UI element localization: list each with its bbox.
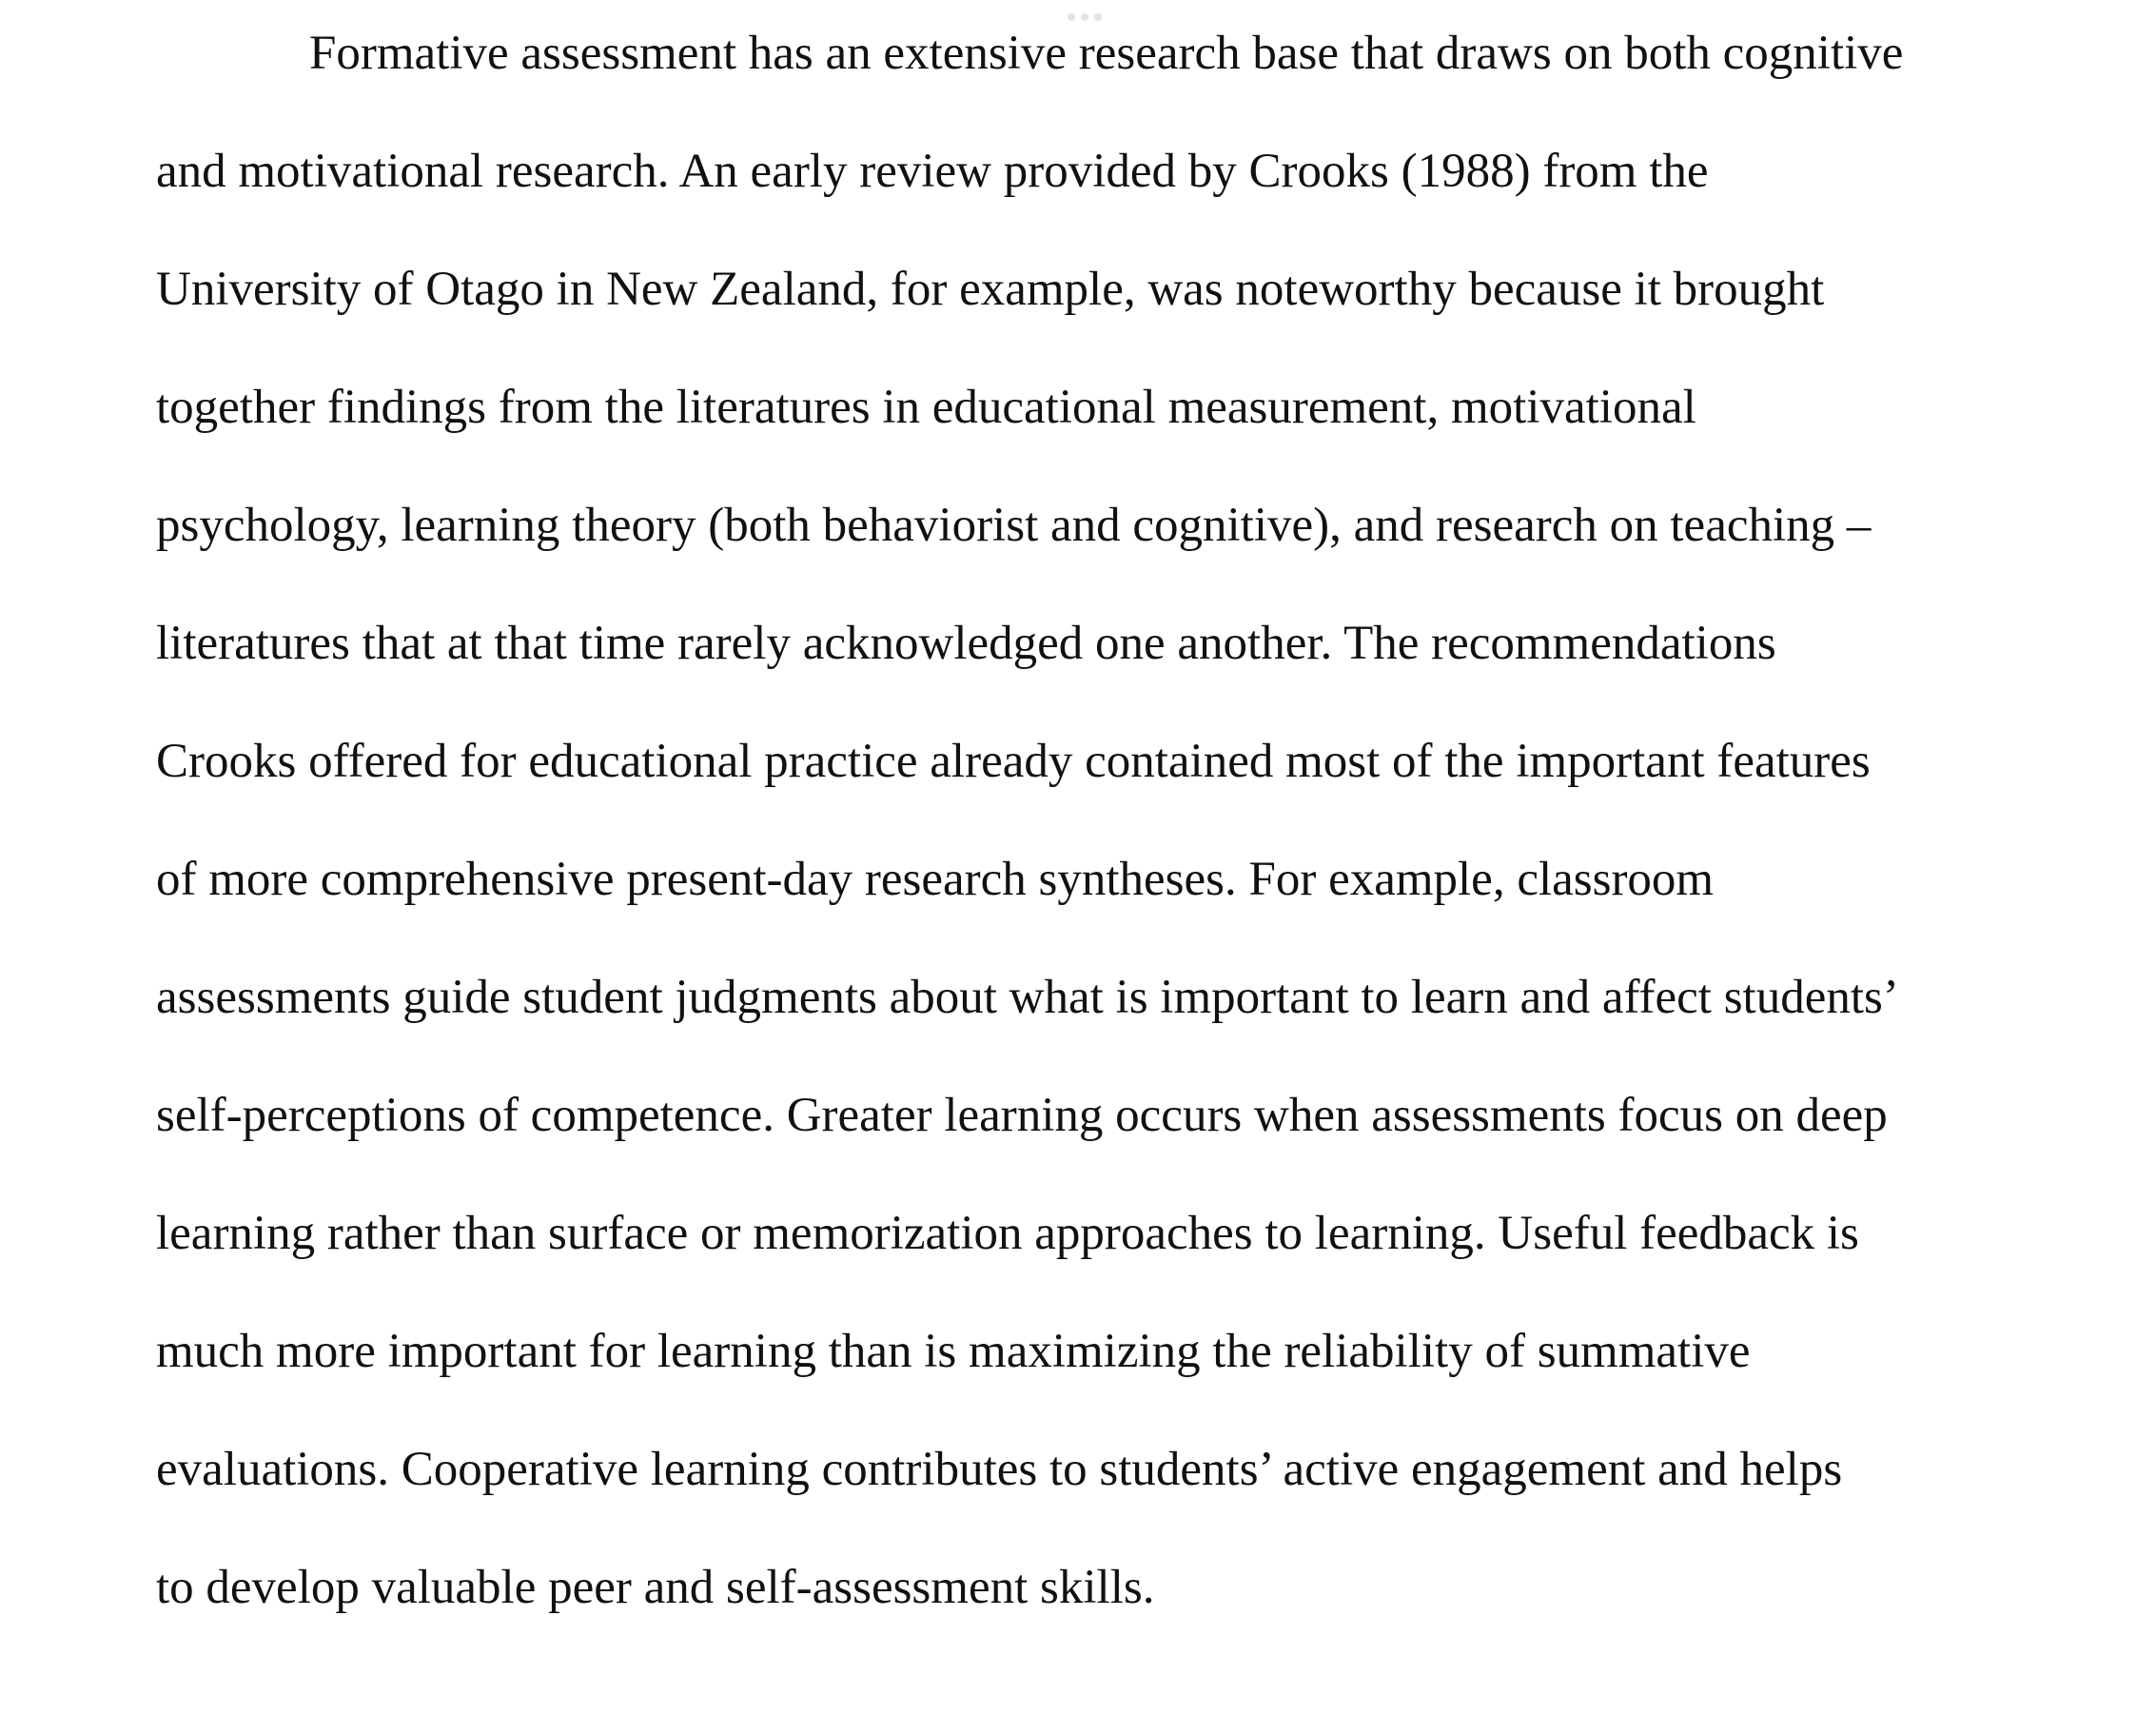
paragraph-line: Formative assessment has an extensive research base that draws on both cognitive	[309, 27, 1904, 80]
paragraph-line: together findings from the literatures in educational measurement, motivational	[156, 381, 1696, 434]
paragraph-line: literatures that at that time rarely acknowledged one another. The recommendations	[156, 617, 1776, 670]
paragraph-line: Crooks offered for educational practice already contained most of the important features	[156, 735, 1871, 788]
paragraph-line: evaluations. Cooperative learning contributes to students’ active engagement and helps	[156, 1443, 1843, 1496]
paragraph-line: and motivational research. An early review provided by Crooks (1988) from the	[156, 145, 1709, 198]
paragraph-line: to develop valuable peer and self-assessment skills.	[156, 1561, 1155, 1614]
paragraph-line: of more comprehensive present-day research syntheses. For example, classroom	[156, 853, 1715, 906]
paragraph-line: psychology, learning theory (both behaviorist and cognitive), and research on teaching –	[156, 499, 1872, 552]
paragraph-line: much more important for learning than is maximizing the reliability of summative	[156, 1325, 1751, 1378]
dot-icon	[1068, 13, 1075, 21]
paragraph-line: assessments guide student judgments about what is important to learn and affect students’	[156, 971, 1899, 1024]
dot-icon	[1081, 13, 1088, 21]
dot-icon	[1094, 13, 1102, 21]
paragraph-line: learning rather than surface or memorization approaches to learning. Useful feedback is	[156, 1207, 1859, 1260]
paragraph-line: University of Otago in New Zealand, for example, was noteworthy because it brought	[156, 263, 1825, 316]
more-dots-icon[interactable]	[1062, 13, 1107, 21]
paragraph-line: self-perceptions of competence. Greater learning occurs when assessments focus on deep	[156, 1089, 1888, 1142]
